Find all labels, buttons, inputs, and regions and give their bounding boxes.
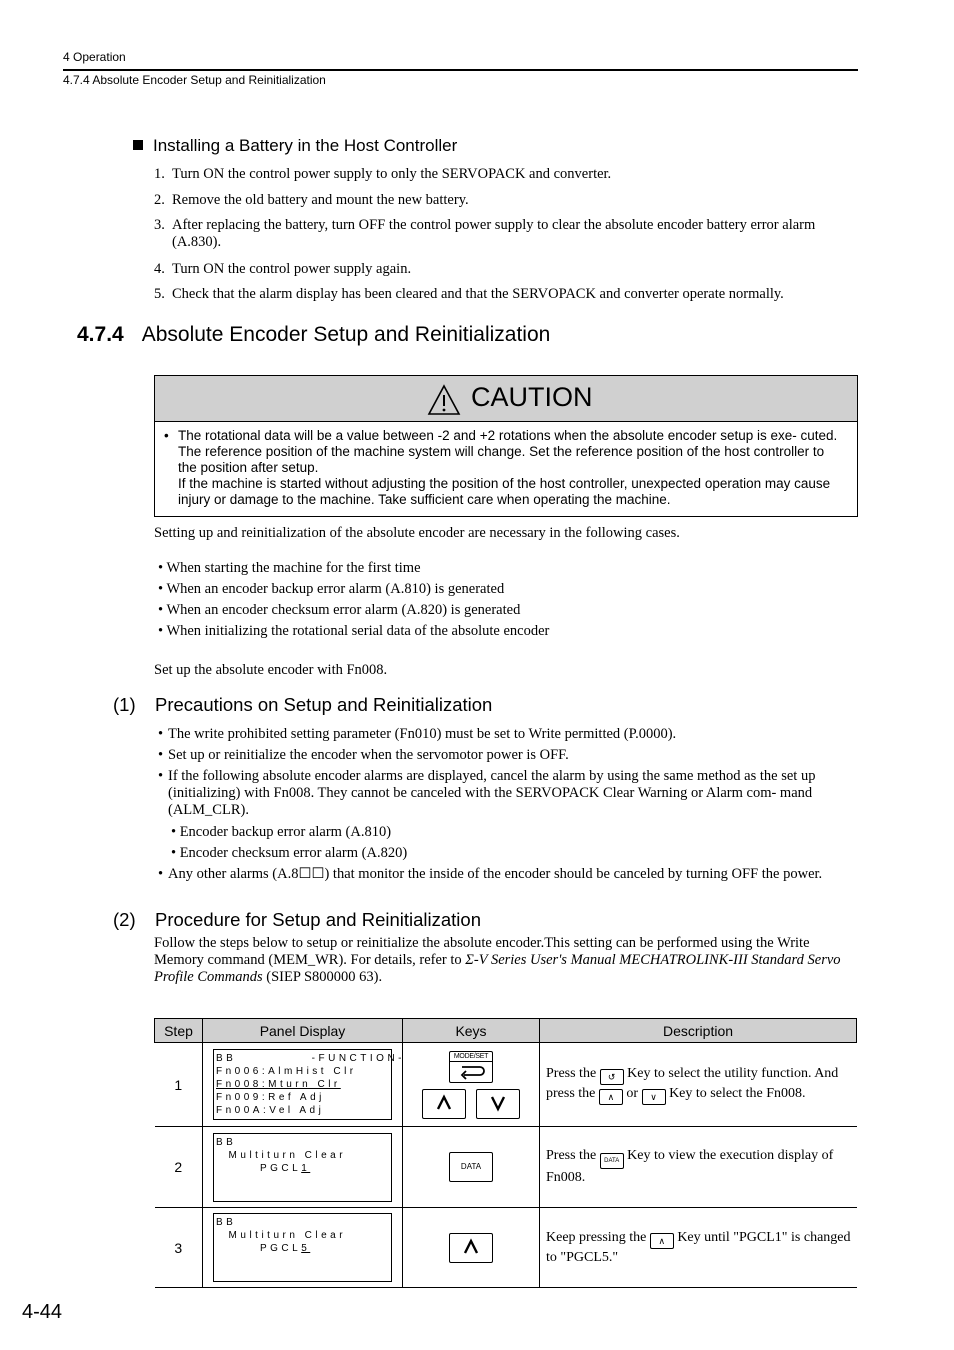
procedure-title: Procedure for Setup and Reinitialization (155, 909, 481, 930)
sub-list-item: • Encoder backup error alarm (A.810) (171, 824, 392, 840)
panel-line: BB (216, 1136, 237, 1148)
step-num: 2. (154, 192, 165, 208)
step-text: After replacing the battery, turn OFF the control power supply to clear the absolute encoder battery error alarm (A.830). (172, 217, 816, 250)
panel-display (213, 1133, 392, 1202)
desc-text: Key to view the execution display of Fn008. (546, 1148, 834, 1185)
step-num: 3. (154, 217, 165, 233)
desc-text: or (622, 1085, 642, 1101)
description-cell (540, 1127, 857, 1208)
mode-set-key-label: MODE/SET (450, 1052, 492, 1062)
bullet: • (158, 768, 164, 784)
list-item-text: Any other alarms (A.8☐☐) that monitor the inside of the encoder should be canceled by turning OFF the power. (168, 866, 823, 882)
panel-line: Fn009:Ref Adj (216, 1092, 325, 1103)
step-number: 1 (155, 1043, 203, 1127)
mode-set-key[interactable] (449, 1051, 493, 1083)
caution-paragraph-1: The rotational data will be a value between -2 and +2 rotations when the absolute encoder setup is exe- cuted. The reference position of the machine system will change. Set the reference position of the host controller to the position after setup. (178, 428, 838, 475)
list-item (154, 192, 854, 209)
list-item (154, 261, 854, 278)
caution-bullet: • (164, 428, 169, 443)
col-header-panel: Panel Display (203, 1019, 403, 1043)
list-item (154, 286, 854, 303)
step-number: 2 (155, 1127, 203, 1208)
procedure-heading (113, 909, 481, 931)
panel-cell (203, 1127, 403, 1208)
desc-text: Keep pressing the (546, 1229, 650, 1245)
description-cell (540, 1043, 857, 1127)
section-number: 4.7.4 (77, 323, 124, 346)
manual-reference: Σ-V Series User's Manual MECHATROLINK-III Standard Servo Profile Commands (154, 952, 841, 985)
step-text: Check that the alarm display has been cleared and that the SERVOPACK and converter operate normally. (172, 286, 784, 302)
list-item (154, 166, 854, 183)
panel-cell (203, 1043, 403, 1127)
step-text: Turn ON the control power supply again. (172, 261, 412, 277)
bullet: • (158, 747, 164, 763)
up-key[interactable] (449, 1233, 493, 1263)
panel-line: BB -FUNCTION- (216, 1053, 405, 1064)
panel-cell (203, 1208, 403, 1288)
description-cell (540, 1208, 857, 1288)
panel-display (213, 1213, 392, 1282)
sub-list-item: • Encoder checksum error alarm (A.820) (171, 845, 408, 861)
procedure-text-b: (SIEP S800000 63). (262, 969, 383, 985)
caution-paragraph-2: If the machine is started without adjusting the position of the host controller, unexpected operation may cause injury or damage to the machine. Take sufficient care when operating the machine. (178, 476, 831, 507)
down-key-icon: ∨ (642, 1089, 666, 1105)
header-section: 4.7.4 Absolute Encoder Setup and Reinitialization (63, 73, 326, 87)
mode-set-arrow-icon (454, 1062, 488, 1080)
list-item (158, 768, 860, 819)
precautions-num: (1) (113, 694, 136, 715)
keys-cell (403, 1208, 540, 1288)
panel-line: Fn00A:Vel Adj (216, 1105, 325, 1116)
down-key[interactable] (476, 1089, 520, 1119)
header-chapter: 4 Operation (63, 50, 126, 64)
desc-text: Key until "PGCL1" is changed to "PGCL5." (546, 1229, 851, 1265)
procedure-num: (2) (113, 909, 136, 930)
setup-note: Set up the absolute encoder with Fn008. (154, 662, 388, 678)
step-number: 3 (155, 1208, 203, 1288)
battery-heading (133, 136, 457, 156)
panel-line: Fn006:AlmHist Clr (216, 1066, 357, 1077)
up-arrow-icon (461, 1234, 481, 1260)
panel-line: Multiturn Clear (216, 1230, 347, 1241)
precautions-heading (113, 694, 492, 716)
panel-text: PGCL (216, 1162, 302, 1174)
mode-set-key-icon: ↺ (600, 1069, 624, 1085)
section-title: Absolute Encoder Setup and Reinitialization (141, 323, 551, 346)
precautions-title: Precautions on Setup and Reinitialization (155, 694, 493, 715)
intro-text: Setting up and reinitialization of the absolute encoder are necessary in the following cases. (154, 525, 680, 541)
panel-display (213, 1049, 405, 1120)
cases-list (158, 558, 858, 642)
caution-text (164, 428, 844, 508)
caution-header (155, 376, 857, 422)
step-text: Remove the old battery and mount the new battery. (172, 192, 469, 208)
list-item: • When starting the machine for the first time (158, 560, 421, 576)
list-item (158, 866, 860, 883)
step-num: 4. (154, 261, 165, 277)
bullet: • (158, 866, 164, 882)
col-header-description: Description (540, 1019, 857, 1043)
panel-cursor-digit: 1 (301, 1162, 311, 1174)
panel-line: Multiturn Clear (216, 1149, 347, 1161)
section-heading (77, 323, 550, 347)
header-rule (63, 69, 858, 71)
battery-heading-text: Installing a Battery in the Host Controller (153, 136, 458, 155)
col-header-keys: Keys (403, 1019, 540, 1043)
table-row (155, 1208, 857, 1288)
list-item: • When initializing the rotational serial data of the absolute encoder (158, 623, 550, 639)
caution-box (154, 375, 858, 517)
panel-line (216, 1162, 389, 1175)
list-item: • When an encoder backup error alarm (A.810) is generated (158, 581, 505, 597)
list-item-text: Set up or reinitialize the encoder when the servomotor power is OFF. (168, 747, 569, 763)
panel-line (216, 1242, 389, 1255)
panel-cursor-digit: 5 (301, 1243, 311, 1254)
step-num: 5. (154, 286, 165, 302)
col-header-step: Step (155, 1019, 203, 1043)
keys-cell (403, 1043, 540, 1127)
keys-cell (403, 1127, 540, 1208)
warning-triangle-icon (427, 384, 461, 416)
up-key-icon: ∧ (650, 1233, 674, 1249)
procedure-text-a: Follow the steps below to setup or reinitialize the absolute encoder.This setting can be performed using the Write Memory command (MEM_WR). For details, refer to (154, 935, 810, 968)
procedure-text (154, 935, 858, 986)
list-item (158, 747, 860, 764)
step-num: 1. (154, 166, 165, 182)
up-key[interactable] (422, 1089, 466, 1119)
procedure-table (154, 1018, 857, 1288)
list-item-text: The write prohibited setting parameter (Fn010) must be set to Write permitted (P.0000). (168, 726, 677, 742)
square-bullet-icon (133, 140, 143, 150)
desc-text: Press the (546, 1065, 600, 1081)
down-arrow-icon (488, 1090, 508, 1116)
panel-line: Fn008:Mturn Clr (216, 1079, 341, 1090)
desc-text: Press the (546, 1148, 600, 1163)
up-key-icon: ∧ (599, 1089, 623, 1105)
panel-line: BB (216, 1217, 237, 1228)
table-row (155, 1043, 857, 1127)
list-item (154, 217, 854, 251)
up-arrow-icon (434, 1090, 454, 1116)
list-item: • When an encoder checksum error alarm (A.820) is generated (158, 602, 521, 618)
desc-text: Key to select the utility function. And press the (546, 1065, 839, 1101)
table-row (155, 1127, 857, 1208)
page-number: 4-44 (22, 1301, 63, 1323)
bullet: • (158, 726, 164, 742)
data-key[interactable]: DATA (449, 1152, 493, 1182)
caution-title: CAUTION (471, 382, 593, 412)
list-item (158, 726, 860, 743)
step-text: Turn ON the control power supply to only the SERVOPACK and converter. (172, 166, 612, 182)
desc-text: Key to select the Fn008. (665, 1085, 806, 1101)
data-key-icon: DATA (600, 1153, 624, 1169)
list-item-text: If the following absolute encoder alarms are displayed, cancel the alarm by using the same method as the set up (initializing) with Fn008. They cannot be canceled with the SERVOPACK Clear Warning or Alarm com- mand (ALM_CLR). (168, 768, 816, 818)
panel-text: PGCL (216, 1243, 302, 1254)
